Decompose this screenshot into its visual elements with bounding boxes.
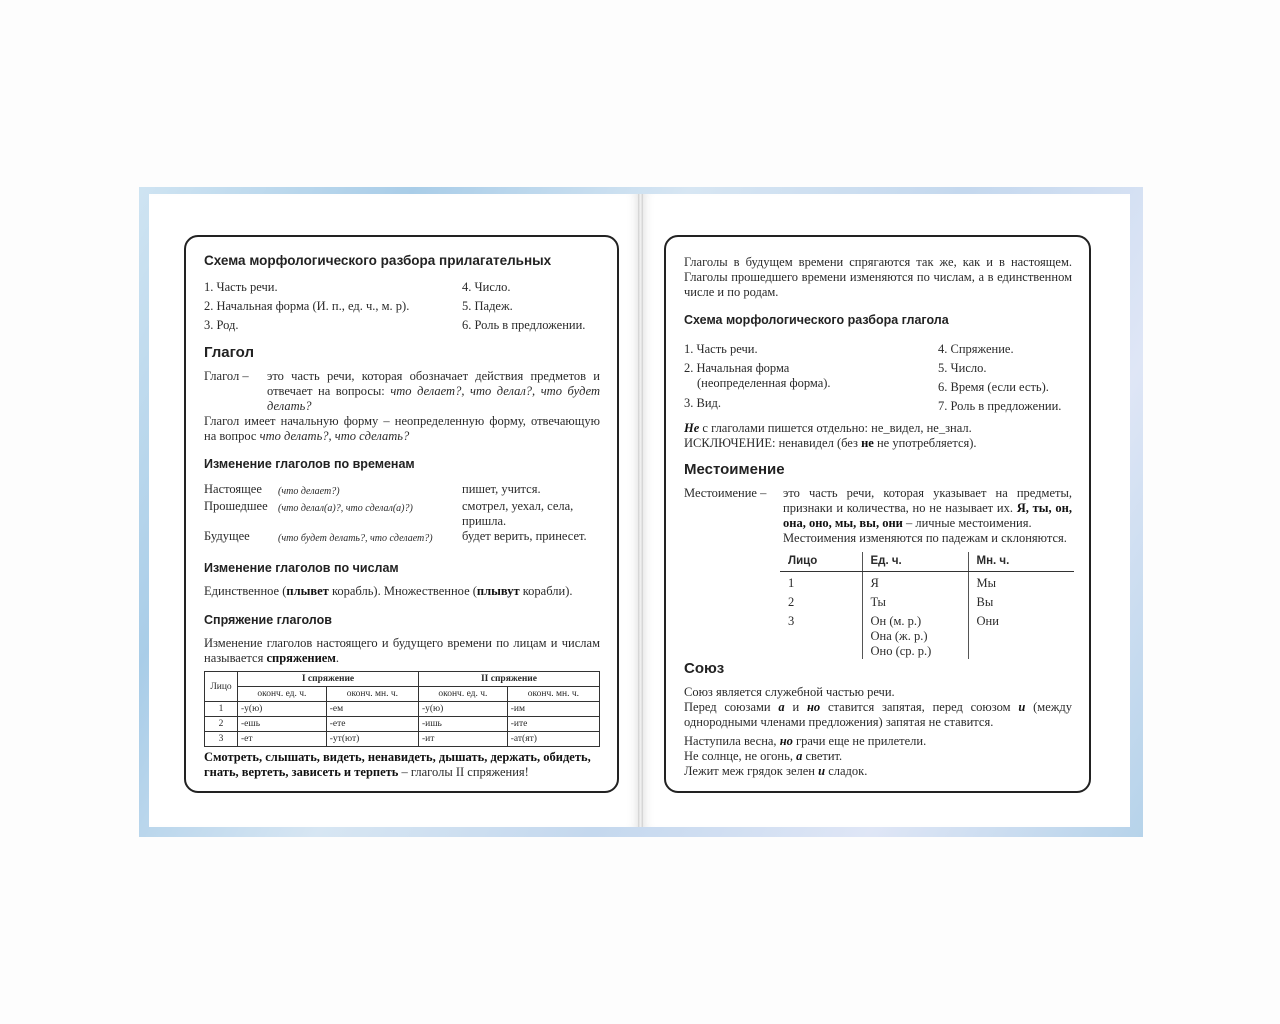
conj-subheader: оконч. ед. ч. (238, 687, 327, 702)
tenses-heading: Изменение глаголов по временам (204, 457, 415, 471)
conjugation-table (204, 671, 600, 747)
union-def: Союз является служебной частью речи. (684, 685, 895, 699)
pronoun-definition (684, 486, 1072, 546)
numbers-text: Единственное (плывет корабль). Множественное (плывут корабли). (204, 584, 573, 598)
list-item: 5. Число. (938, 361, 987, 375)
pron-col-person: Лицо (780, 552, 862, 572)
conj-col-person: Лицо (205, 672, 238, 702)
pronoun-table (780, 552, 1074, 659)
verb-initial-form: Глагол имеет начальную форму – неопределенную форму, отвечающую на вопрос что делать?, что сделать? (204, 414, 600, 443)
table-row: 3 Он (м. р.) Она (ж. р.) Оно (ср. р.) Они (780, 610, 1074, 659)
verb-term: Глагол – (204, 369, 249, 383)
tense-example: смотрел, уехал, села, пришла. (462, 499, 574, 528)
union-rule: Перед союзами а и но ставится запятая, перед союзом и (между однородными членами предложения) запятая не ставится. (684, 700, 1072, 729)
union-example: Лежит меж грядок зелен и сладок. (684, 764, 868, 778)
ne-exception: ИСКЛЮЧЕНИЕ: ненавидел (без не не употребляется). (684, 436, 977, 450)
tense-example: пишет, учится. (462, 482, 541, 496)
conjugation-exceptions: Смотреть, слышать, видеть, ненавидеть, дышать, держать, обидеть, гнать, вертеть, зависеть и терпеть – глаголы II спряжения! (204, 750, 591, 779)
conj-subheader: оконч. мн. ч. (507, 687, 599, 702)
verb-scheme-col-1 (684, 342, 938, 414)
left-content-frame (184, 235, 619, 793)
adj-scheme-list (204, 280, 600, 333)
table-row: 2 Ты Вы (780, 591, 1074, 610)
conjugation-text: Изменение глаголов настоящего и будущего времени по лицам и числам называется спряжением. (204, 636, 600, 665)
tense-question: (что будет делать?, что сделает?) (278, 533, 433, 544)
list-item: 6. Время (если есть). (938, 380, 1049, 394)
right-content-frame (664, 235, 1091, 793)
list-item: 2. Начальная форма (И. п., ед. ч., м. р). (204, 299, 410, 313)
verb-scheme-list (684, 342, 1072, 414)
list-item: 7. Роль в предложении. (938, 399, 1062, 413)
list-item: 4. Спряжение. (938, 342, 1014, 356)
tense-name: Прошедшее (204, 499, 268, 513)
adj-scheme-title: Схема морфологического разбора прилагательных (204, 253, 552, 268)
verb-scheme-col-2 (938, 342, 1072, 414)
conj-subheader: оконч. мн. ч. (326, 687, 418, 702)
tense-name: Будущее (204, 529, 250, 543)
table-row: 1 -у(ю) -ем -у(ю) -им (205, 702, 600, 717)
list-item: (неопределенная форма). (697, 376, 831, 390)
conjugation-heading: Спряжение глаголов (204, 613, 332, 627)
union-example: Не солнце, не огонь, а светит. (684, 749, 843, 763)
list-item: 3. Род. (204, 318, 239, 332)
union-example: Наступила весна, но грачи еще не прилетели. (684, 734, 927, 748)
verb-tense-intro: Глаголы в будущем времени спрягаются так же, как и в настоящем. Глаголы прошедшего времени изменяются по числам, а в единственном числе и по родам. (684, 255, 1072, 299)
pronoun-def-text: это часть речи, которая указывает на предметы, признаки и количества, но не называет их. Я, ты, он, она, оно, мы, вы, они – личные местоимения. (783, 486, 1072, 530)
list-item: 1. Часть речи. (684, 342, 758, 356)
tense-question: (что делал(а)?, что сделал(а)?) (278, 503, 413, 514)
pron-col-singular: Ед. ч. (862, 552, 968, 572)
list-item: 2. Начальная форма (684, 361, 790, 375)
verb-definition (204, 369, 600, 414)
list-item: 5. Падеж. (462, 299, 513, 313)
union-heading: Союз (684, 660, 725, 677)
list-item: 4. Число. (462, 280, 511, 294)
list-item: 3. Вид. (684, 396, 722, 410)
verb-scheme-title: Схема морфологического разбора глагола (684, 313, 949, 327)
table-row: 2 -ешь -ете -ишь -ите (205, 717, 600, 732)
ne-rule: Не с глаголами пишется отдельно: не_видел, не_знал. (684, 421, 972, 435)
numbers-heading: Изменение глаголов по числам (204, 561, 399, 575)
pronoun-heading: Местоимение (684, 461, 785, 478)
conj-subheader: оконч. ед. ч. (418, 687, 507, 702)
tenses-table (204, 482, 600, 546)
book-spine (638, 194, 643, 827)
verb-heading: Глагол (204, 344, 254, 361)
tense-example: будет верить, принесет. (462, 529, 587, 543)
table-row: 1 Я Мы (780, 572, 1074, 592)
list-item: 1. Часть речи. (204, 280, 278, 294)
tense-name: Настоящее (204, 482, 262, 496)
conj-group-1: I спряжение (238, 672, 419, 687)
table-row: 3 -ет -ут(ют) -ит -ат(ят) (205, 732, 600, 747)
pron-col-plural: Мн. ч. (968, 552, 1074, 572)
verb-def-text: это часть речи, которая обозначает действия предметов и отвечает на вопросы: что делает?, что делал?, что будет делать? (267, 369, 600, 413)
pronoun-def-note: Местоимения изменяются по падежам и склоняются. (783, 531, 1067, 545)
list-item: 6. Роль в предложении. (462, 318, 586, 332)
pronoun-term: Местоимение – (684, 486, 767, 500)
conj-group-2: II спряжение (418, 672, 599, 687)
tense-question: (что делает?) (278, 486, 340, 497)
